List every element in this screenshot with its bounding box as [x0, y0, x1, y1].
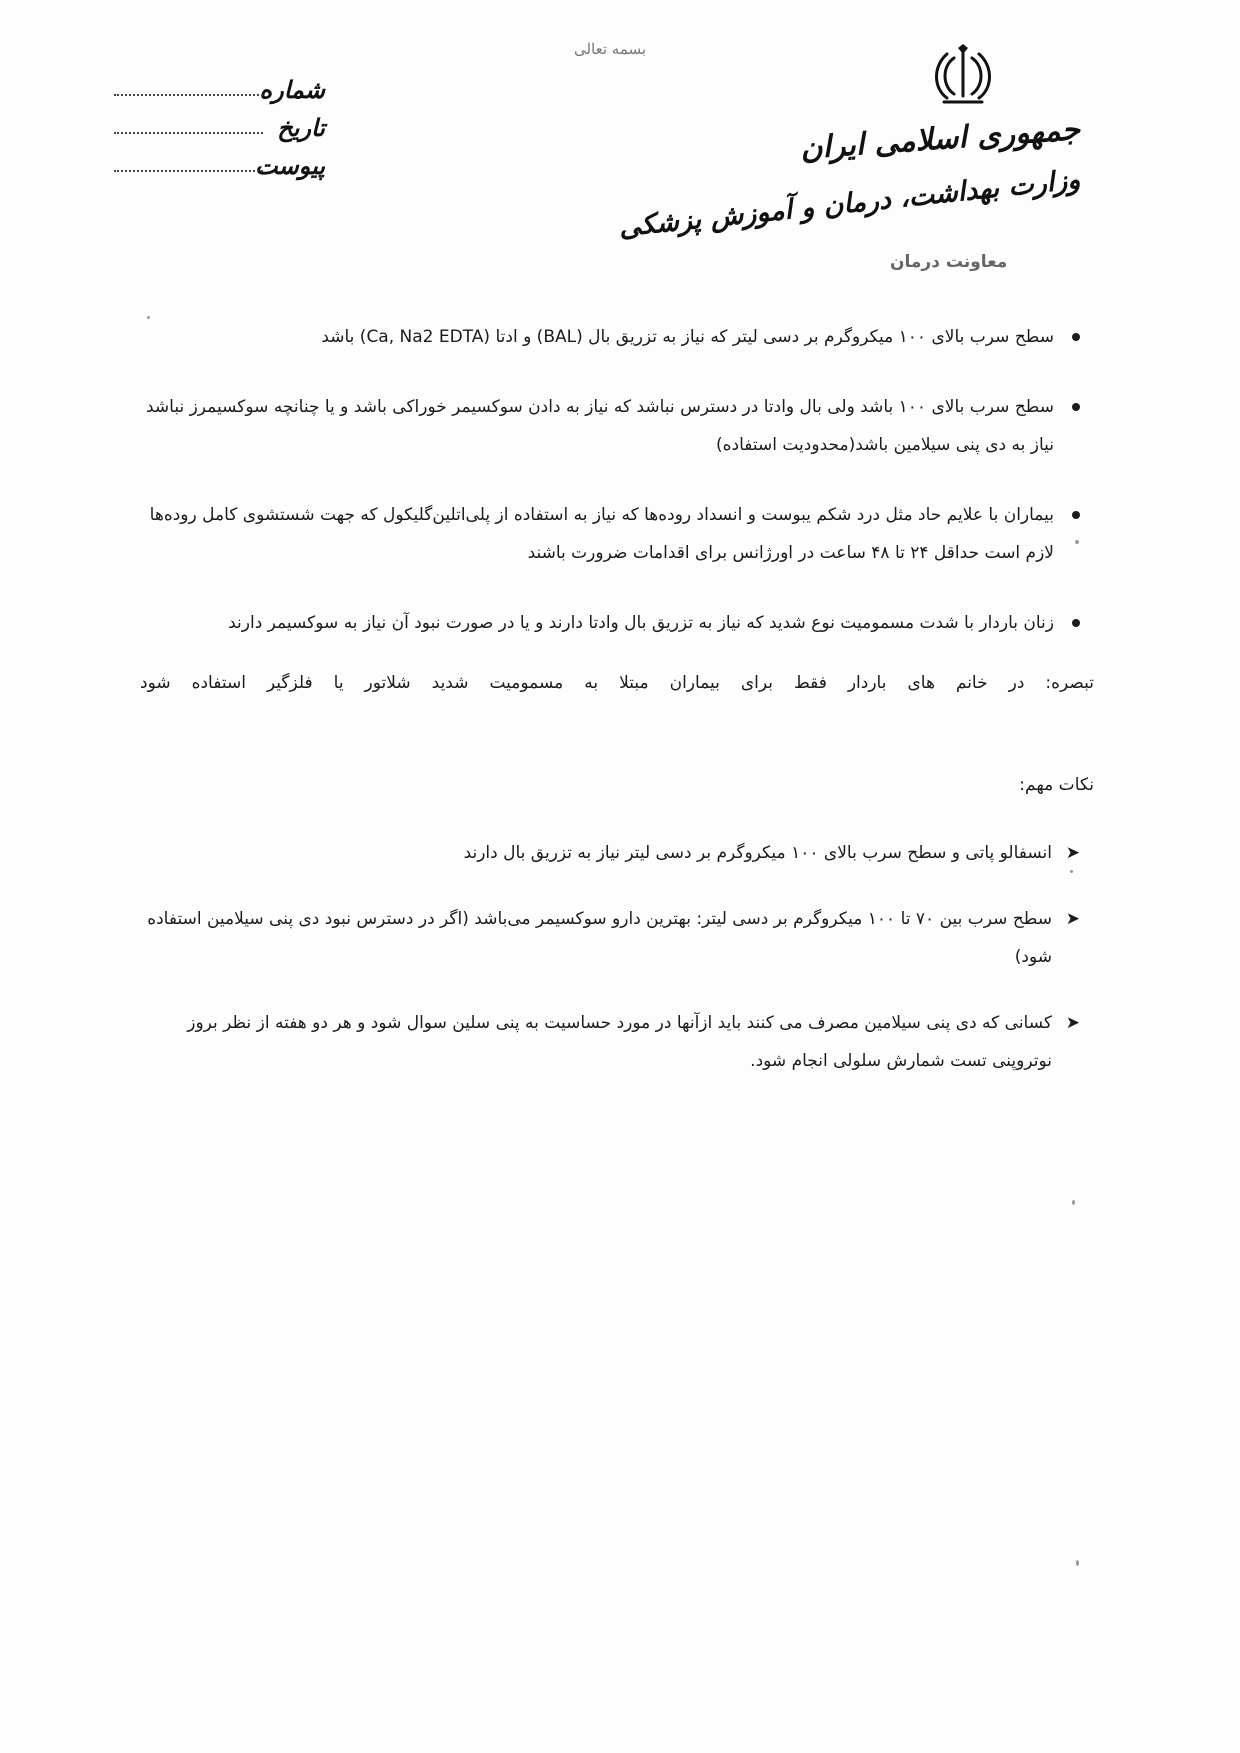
scan-speck: [1076, 1560, 1079, 1566]
ref-label-date: تاریخ: [277, 113, 325, 142]
ref-dots-attachment: [114, 170, 263, 172]
ministry-name: وزارت بهداشت، درمان و آموزش پزشکی: [617, 164, 1082, 244]
list-item: [140, 900, 1080, 976]
ref-row-date: [110, 104, 325, 142]
arrowhead-icon: ➤: [1065, 1013, 1080, 1033]
important-notes-list: [140, 834, 1080, 1080]
ref-row-number: [110, 66, 325, 104]
important-notes-heading: نکات مهم:: [1019, 775, 1094, 795]
scan-speck: [1072, 1200, 1075, 1205]
bullet-dot-icon: [1072, 333, 1080, 341]
ref-label-attachment: پیوست: [255, 151, 325, 180]
bullet-dot-icon: [1072, 403, 1080, 411]
department-name: معاونت درمان: [890, 252, 1008, 272]
list-item-text: کسانی که دی پنی سیلامین مصرف می کنند باید ازآنها در مورد حساسیت به پنی سلین سوال شود و هر دو هفته از نظر بروز نوتروپنی تست شمارش سلولی انجام شود.: [187, 1013, 1052, 1071]
ref-row-attachment: [110, 142, 325, 180]
ref-label-number: شماره: [259, 75, 325, 104]
reference-fields: [110, 66, 325, 180]
criteria-list: [140, 318, 1080, 642]
scan-speck: [1070, 870, 1073, 873]
list-item-text: سطح سرب بالای ۱۰۰ میکروگرم بر دسی لیتر که نیاز به تزریق بال (BAL) و ادتا (Ca, Na2 EDTA) باشد: [321, 327, 1054, 347]
ministry-letterhead: [617, 108, 1082, 244]
list-item-text: سطح سرب بالای ۱۰۰ باشد ولی بال وادتا در دسترس نباشد که نیاز به دادن سوکسیمر خوراکی باشد و یا چنانچه سوکسیمرز نباشد نیاز به دی پنی سیلامین باشد(محدودیت استفاده): [145, 397, 1054, 455]
government-name: جمهوری اسلامی ایران: [799, 112, 1082, 167]
letter-body: [140, 318, 1094, 1108]
bullet-dot-icon: [1072, 511, 1080, 519]
arrowhead-icon: ➤: [1065, 909, 1080, 929]
bullet-dot-icon: [1072, 619, 1080, 627]
list-item: [140, 388, 1080, 464]
note-paragraph: تبصره: در خانم های باردار فقط برای بیماران مبتلا به مسمومیت شدید شلاتور یا فلزگیر استفاده شود: [140, 673, 1094, 693]
list-item: [140, 1004, 1080, 1080]
list-item-text: انسفالو پاتی و سطح سرب بالای ۱۰۰ میکروگرم بر دسی لیتر نیاز به تزریق بال دارند: [463, 843, 1052, 863]
list-item-text: زنان باردار با شدت مسمومیت نوع شدید که نیاز به تزریق بال وادتا دارند و یا در صورت نبود آن نیاز به سوکسیمر دارند: [228, 613, 1054, 633]
list-item-text: سطح سرب بین ۷۰ تا ۱۰۰ میکروگرم بر دسی لیتر: بهترین دارو سوکسیمر می‌باشد (اگر در دسترس نبود دی پنی سیلامین استفاده شود): [147, 909, 1052, 967]
list-item: [140, 496, 1080, 572]
arrowhead-icon: ➤: [1065, 843, 1080, 863]
list-item: [140, 834, 1080, 872]
list-item: [140, 318, 1080, 356]
invocation-text: بسمه تعالی: [573, 40, 647, 58]
list-item-text: بیماران با علایم حاد مثل درد شکم یبوست و انسداد روده‌ها که نیاز به استفاده از پلی‌اتلین‌گلیکول که جهت شستشوی کامل روده‌ها لازم است حداقل ۲۴ تا ۴۸ ساعت در اورژانس برای اقدامات ضرورت باشند: [149, 505, 1054, 563]
list-item: [140, 604, 1080, 642]
scan-speck: [1075, 540, 1079, 544]
iran-emblem-icon: [930, 44, 996, 106]
ref-dots-date: [114, 132, 263, 134]
ref-dots-number: [114, 94, 263, 96]
scan-speck: [147, 316, 150, 319]
